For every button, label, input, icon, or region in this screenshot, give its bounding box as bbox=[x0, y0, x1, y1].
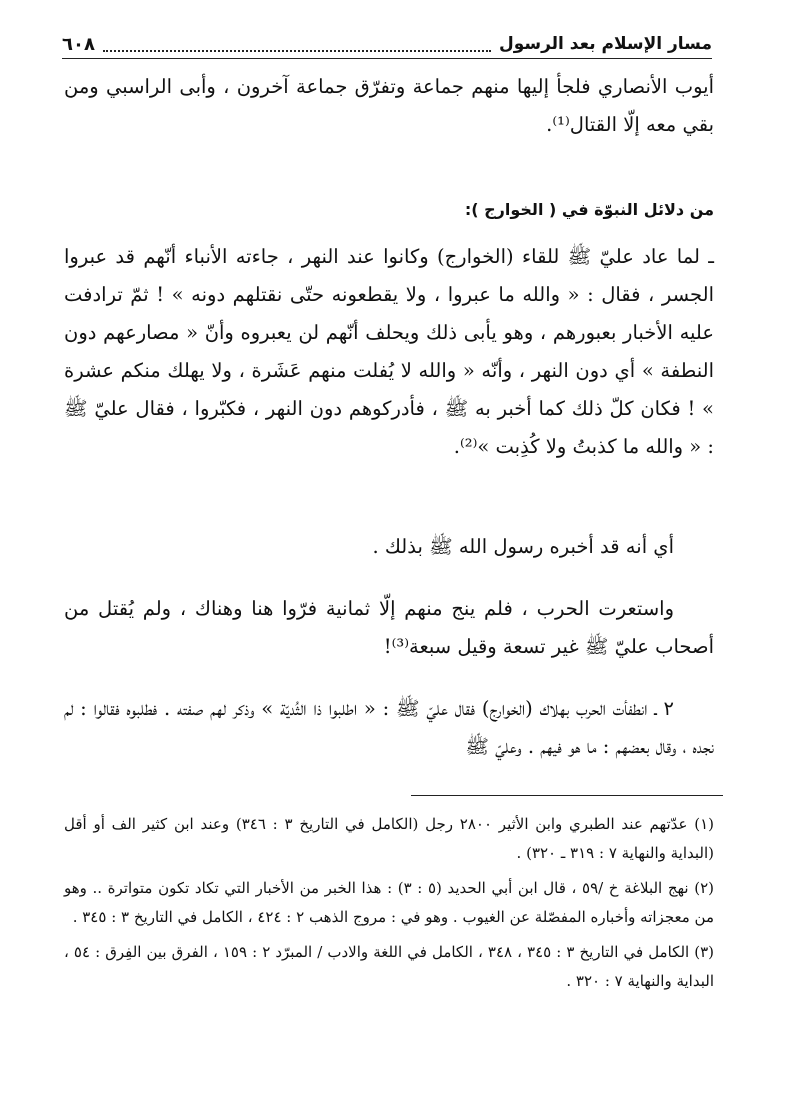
header-dot-leader bbox=[103, 49, 491, 52]
paragraph-1: أيوب الأنصاري فلجأ إليها منهم جماعة وتفرّق جماعة آخرون ، وأبى الراسبي ومن بقي معه إلّا القتال⁽¹⁾. bbox=[64, 75, 714, 136]
paragraph-5: ٢ ـ انطفأت الحرب بهلاك (الخوارج) فقال عليّ ﷺ : « اطلبوا ذا الثُديّة » وذكر لهم صفته . فطلبوه فقالوا : لم نجده ، وقال بعضهم : ما هو فيهم . وعليّ ﷺ bbox=[64, 697, 714, 758]
footnotes bbox=[64, 810, 714, 1002]
paragraph-4: واستعرت الحرب ، فلم ينج منهم إلّا ثمانية فرّوا هنا وهناك ، ولم يُقتل من أصحاب عليّ ﷺ غير تسعة وقيل سبعة⁽³⁾! bbox=[64, 597, 714, 658]
footnote-2: (٢) نهج البلاغة خ /٥٩ ، قال ابن أبي الحديد (٥ : ٣) : هذا الخبر من الأخبار التي تكاد تكون متواترة .. وهو من معجزاته وأخباره المفصّلة عن الغيوب . وهو في : مروج الذهب ٢ : ٤٢٤ ، الكامل في التاريخ ٣ : ٣٤٥ . bbox=[64, 879, 714, 926]
page-number: ٦٠٨ bbox=[62, 34, 95, 55]
paragraph-2: ـ لما عاد عليّ ﷺ للقاء (الخوارج) وكانوا عند النهر ، جاءته الأنباء أنّهم قد عبروا الجسر ، فقال : « والله ما عبروا ، ولا يقطعونه حتّى نقتلهم دونه » ! ثمّ ترادفت عليه الأخبار بعبورهم ، وهو يأبى ذلك ويحلف أنّهم لن يعبروه وأنّ « مصارعهم دون النطفة » أي دون النهر ، وأنّه « والله لا يُفلت منهم عَشَرة ، ولا يهلك منكم عشرة » ! فكان كلّ ذلك كما أخبر به ﷺ ، فأدركوهم دون النهر ، فكبّروا ، فقال عليّ ﷺ : « والله ما كذبتُ ولا كُذِبت »⁽²⁾. bbox=[64, 245, 714, 458]
running-header bbox=[62, 28, 712, 59]
footnote-separator bbox=[411, 795, 723, 796]
section-heading: من دلائل النبوّة في ( الخوارج ): bbox=[464, 200, 714, 219]
paragraph-3: أي أنه قد أخبره رسول الله ﷺ بذلك . bbox=[372, 535, 674, 558]
running-title: مسار الإسلام بعد الرسول bbox=[498, 34, 712, 54]
footnote-3: (٣) الكامل في التاريخ ٣ : ٣٤٥ ، ٣٤٨ ، الكامل في اللغة والادب / المبرّد ٢ : ١٥٩ ، الفرق بين الفِرق : ٥٤ ، البداية والنهاية ٧ : ٣٢٠ . bbox=[64, 943, 715, 990]
footnote-1: (١) عدّتهم عند الطبري وابن الأثير ٢٨٠٠ رجل (الكامل في التاريخ ٣ : ٣٤٦) وعند ابن كثير الف أو أقل (البداية والنهاية ٧ : ٣١٩ ـ ٣٢٠) . bbox=[64, 815, 714, 862]
